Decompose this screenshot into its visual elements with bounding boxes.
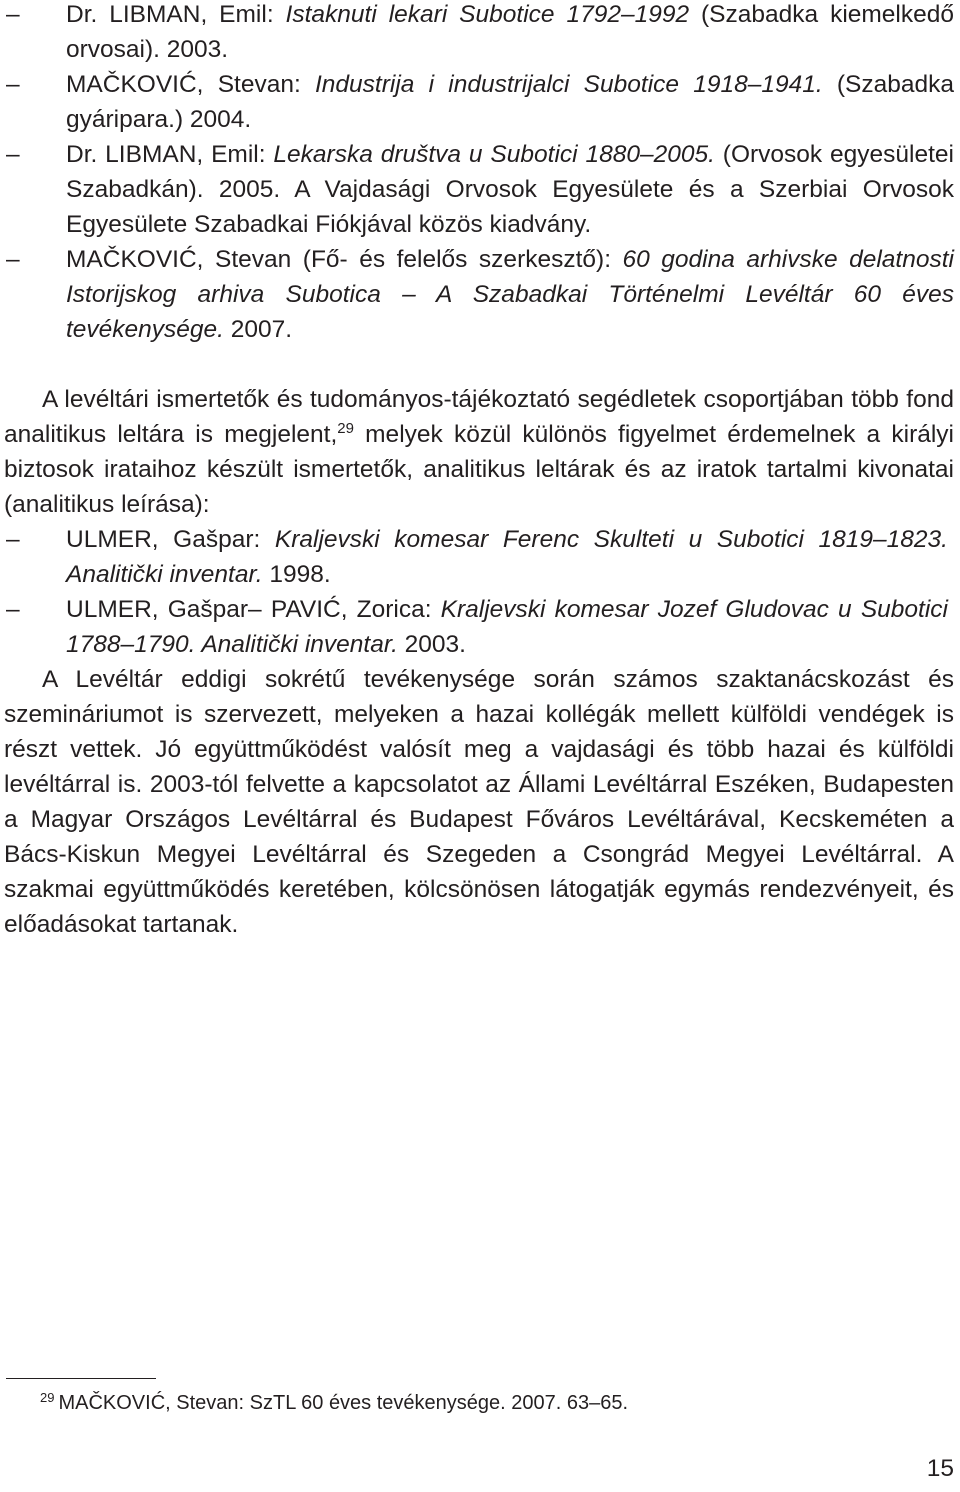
paragraph-text: melyek közül különös figyelmet érdemelnek a királyi biztosok irataihoz készült ismertetők, analitikus leltárak és az iratok tartalmi kivonatai (analitikus leírása): [4, 421, 954, 518]
entry-title: Kraljevski komesar Ferenc Skulteti u Subotici 1819–1823. Analitički inventar. [66, 526, 948, 588]
page-number: 15 [926, 1455, 954, 1482]
footnote [40, 1389, 628, 1417]
entry-rest: 1998. [262, 561, 331, 588]
inventory-list [0, 522, 954, 662]
entry-title: Istaknuti lekari Subotice 1792–1992 [285, 1, 690, 28]
list-dash: – [6, 246, 20, 273]
list-dash: – [6, 71, 20, 98]
list-item [0, 592, 954, 662]
footnote-reference[interactable]: 29 [337, 420, 354, 437]
list-dash: – [6, 1, 20, 28]
list-item [0, 137, 960, 242]
paragraph-text: A levéltári ismertetők és tudományos-tájékoztató segédletek csoportjában több fond analitikus leltára is megjelent, [4, 386, 954, 448]
list-item [0, 242, 960, 347]
entry-author: ULMER, Gašpar– PAVIĆ, Zorica: [66, 596, 441, 623]
list-item [0, 67, 960, 137]
entry-rest: (Szabadka kiemelkedő orvosai). 2003. [66, 1, 954, 63]
publication-list [0, 0, 960, 347]
list-dash: – [6, 526, 20, 553]
list-item [0, 522, 954, 592]
entry-author: Dr. LIBMAN, Emil: [66, 141, 274, 168]
list-item [0, 0, 960, 67]
entry-author: MAČKOVIĆ, Stevan: [66, 71, 315, 98]
entry-author: ULMER, Gašpar: [66, 526, 275, 553]
entry-rest: (Szabadka gyáripara.) 2004. [66, 71, 954, 133]
entry-title: Industrija i industrijalci Subotice 1918–1941. [315, 71, 823, 98]
paragraph-cooperation: A Levéltár eddigi sokrétű tevékenysége során számos szaktanácskozást és szemináriumot is szervezett, melyeken a hazai kollégák mellett külföldi vendégek is részt vettek. Jó együttműködést valósít meg a vajdasági és több hazai és külföldi levéltárral is. 2003-tól felvette a kapcsolatot az Állami Levéltárral Eszéken, Budapesten a Magyar Országos Levéltárral és Budapest Főváros Levéltárával, Kecskeméten a Bács-Kiskun Megyei Levéltárral és Szegeden a Csongrád Megyei Levéltárral. A szakmai együttműködés keretében, kölcsönösen látogatják egymás rendezvényeit, és előadásokat tartanak. [4, 666, 954, 938]
list-dash: – [6, 141, 20, 168]
entry-author: MAČKOVIĆ, Stevan (Fő- és felelős szerkesztő): [66, 246, 623, 273]
entry-author: Dr. LIBMAN, Emil: [66, 1, 286, 28]
footnote-text: MAČKOVIĆ, Stevan: SzTL 60 éves tevékenysége. 2007. 63–65. [58, 1392, 629, 1414]
list-dash: – [6, 596, 20, 623]
entry-title: Kraljevski komesar Jozef Gludovac u Subotici 1788–1790. Analitički inventar. [66, 596, 948, 658]
entry-title: 60 godina arhivske delatnosti Istorijskog arhiva Subotica – A Szabadkai Történelmi Levéltár 60 éves tevékenysége. [66, 246, 954, 343]
footnote-number: 29 [40, 1390, 55, 1405]
entry-rest: 2007. [224, 316, 293, 343]
body-text [0, 382, 954, 942]
entry-rest: (Orvosok egyesületei Szabadkán). 2005. A Vajdasági Orvosok Egyesülete és a Szerbiai Orvosok Egyesülete Szabadkai Fiókjával közös kiadvány. [66, 141, 955, 238]
paragraph-finding-aids [0, 382, 954, 522]
entry-rest: 2003. [397, 631, 466, 658]
footnote-divider [6, 1378, 156, 1379]
entry-title: Lekarska društva u Subotici 1880–2005. [273, 141, 715, 168]
